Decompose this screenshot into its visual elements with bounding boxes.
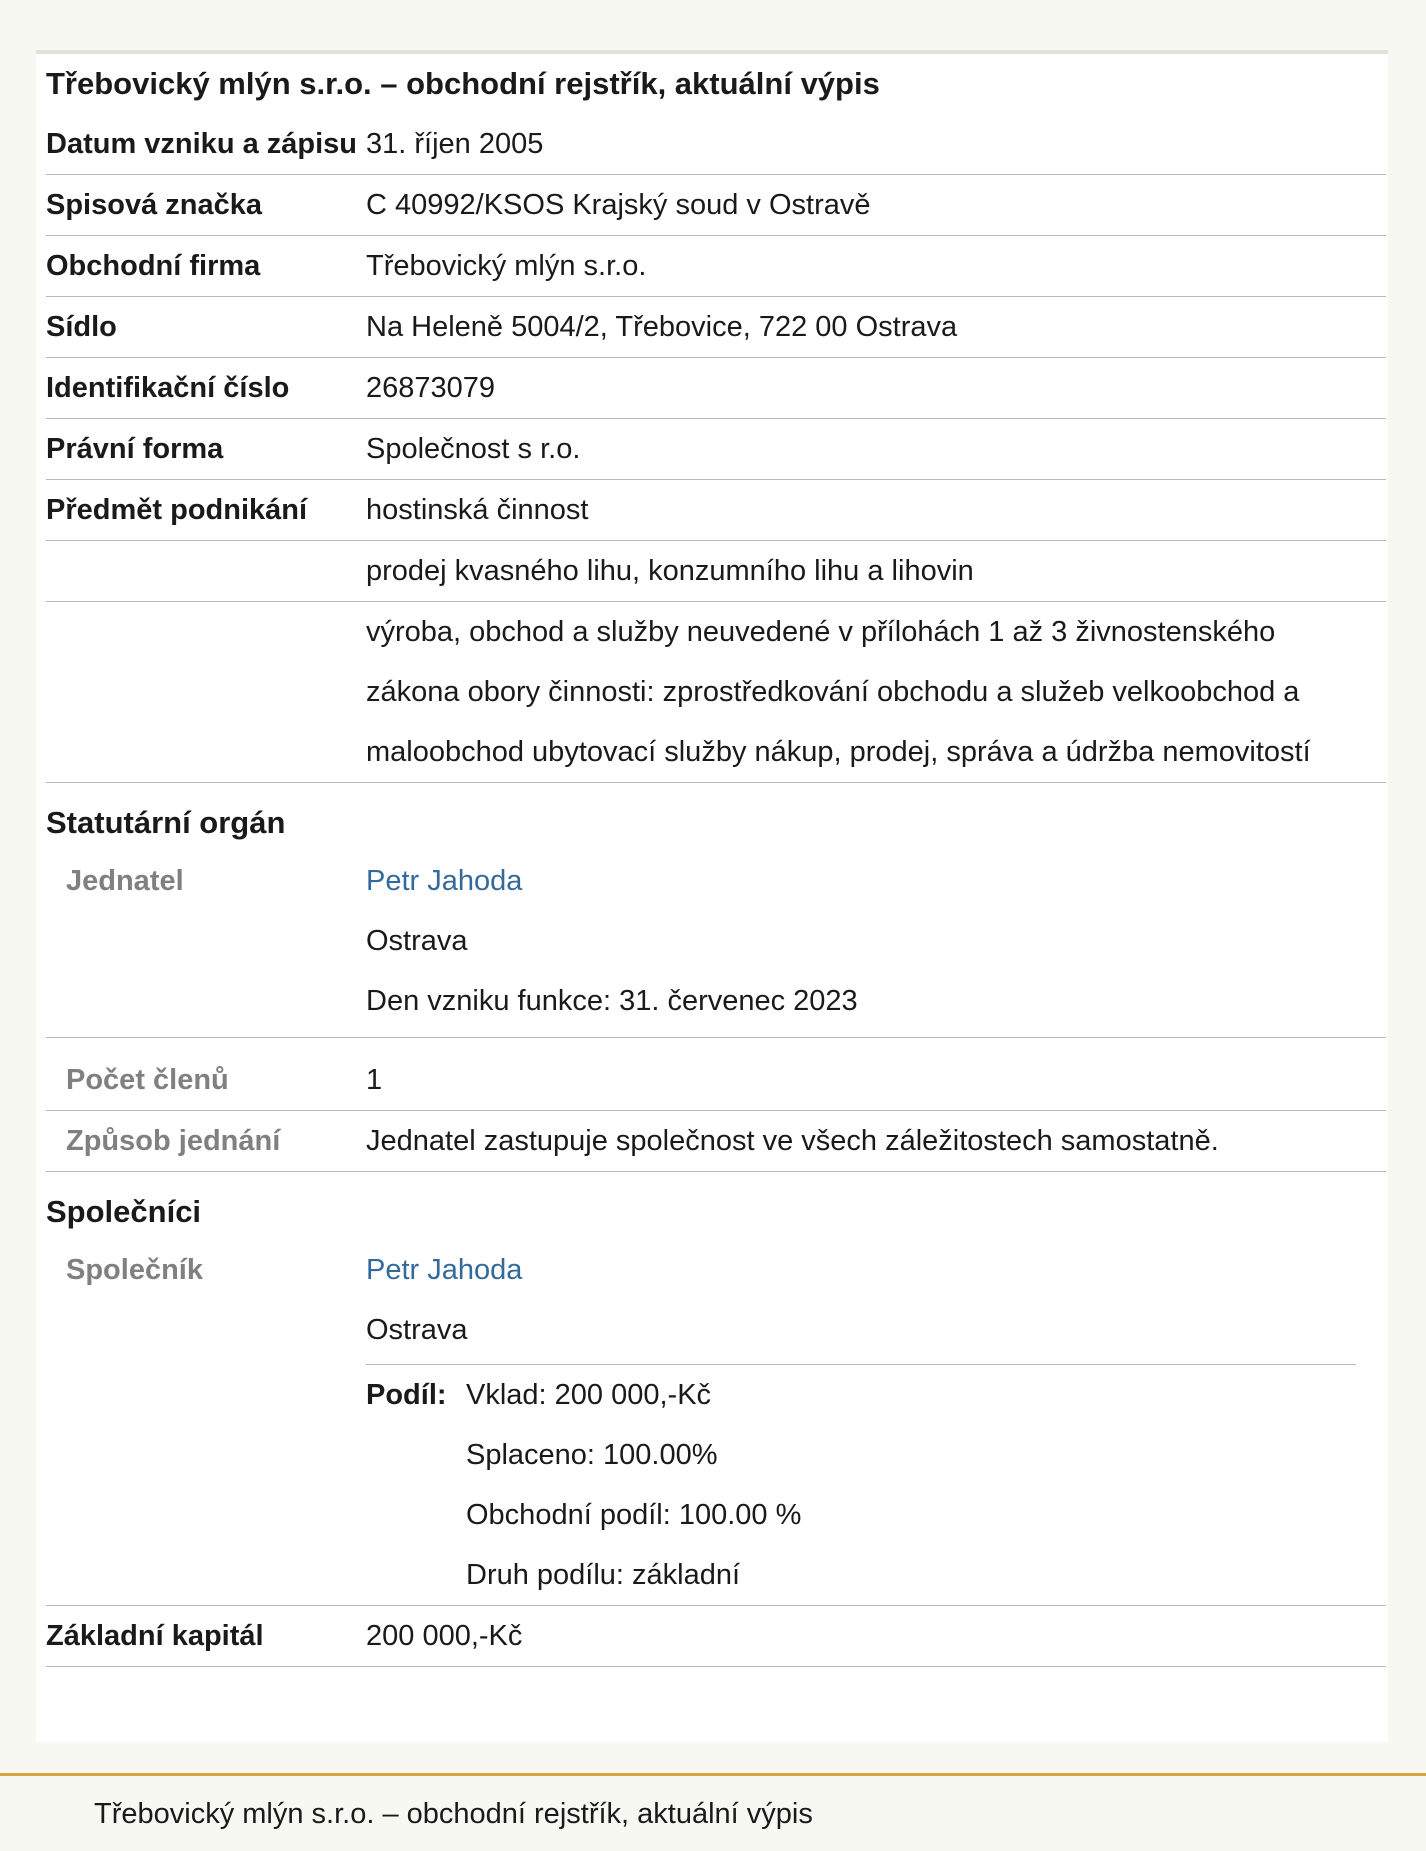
label-empty [46,602,366,782]
label-spisova-znacka: Spisová značka [46,189,262,221]
value-datum-vzniku: 31. říjen 2005 [366,128,544,160]
row-identifikacni-cislo [46,358,1386,419]
value-obchodni-firma: Třebovický mlýn s.r.o. [366,250,647,282]
row-zpusob-jednani [46,1111,1386,1172]
share-details [466,1365,801,1605]
label-datum-vzniku-text: Datum vzniku a zápisu [46,128,358,160]
value-pravni-forma: Společnost s r.o. [366,433,581,465]
share-block [366,1365,1386,1605]
share-obchodni-podil: Obchodní podíl: 100.00 % [466,1499,802,1531]
register-table [46,54,1386,1667]
label-identifikacni-cislo: Identifikační číslo [46,372,290,404]
row-predmet-podnikani-3 [46,602,1386,783]
label-datum-vzniku [46,114,366,174]
value-zakladni-kapital: 200 000,-Kč [366,1620,523,1652]
label-spolecnik: Společník [66,1254,203,1286]
row-predmet-podnikani-2 [46,541,1386,602]
row-jednatel [46,851,1386,1038]
section-heading-statutarni-organ: Statutární orgán [46,805,286,840]
value-predmet-item [366,602,1386,782]
label-obchodni-firma: Obchodní firma [46,250,261,282]
spolecnik-city: Ostrava [366,1314,468,1346]
section-heading-spolecnici: Společníci [46,1194,202,1229]
row-spolecnik [46,1240,1386,1606]
label-pravni-forma: Právní forma [46,433,224,465]
label-jednatel: Jednatel [66,865,184,897]
share-druh: Druh podílu: základní [466,1559,741,1591]
label-zpusob-jednani: Způsob jednání [66,1125,281,1157]
value-spisova-znacka: C 40992/KSOS Krajský soud v Ostravě [366,189,871,221]
value-predmet-item: hostinská činnost [366,494,589,526]
register-extract-card [36,50,1388,1742]
value-predmet-line: zákona obory činnosti: zprostředkování obchodu a služeb velkoobchod a [366,676,1300,708]
page-title: Třebovický mlýn s.r.o. – obchodní rejstřík, aktuální výpis [46,66,880,101]
label-predmet-podnikani: Předmět podnikání [46,494,308,526]
share-vklad: Vklad: 200 000,-Kč [466,1379,712,1411]
row-predmet-podnikani-1 [46,480,1386,541]
row-spisova-znacka [46,175,1386,236]
row-pravni-forma [46,419,1386,480]
jednatel-since: Den vzniku funkce: 31. červenec 2023 [366,985,858,1017]
page-footer [0,1773,1426,1851]
row-obchodni-firma [46,236,1386,297]
jednatel-city: Ostrava [366,925,468,957]
value-sidlo: Na Heleně 5004/2, Třebovice, 722 00 Ostrava [366,311,958,343]
row-datum-vzniku [46,114,1386,175]
share-splaceno: Splaceno: 100.00% [466,1439,718,1471]
value-predmet-line: maloobchod ubytovací služby nákup, prodej, správa a údržba nemovitostí [366,736,1311,768]
value-zpusob-jednani: Jednatel zastupuje společnost ve všech záležitostech samostatně. [366,1125,1219,1157]
label-zakladni-kapital: Základní kapitál [46,1620,264,1652]
value-identifikacni-cislo: 26873079 [366,372,496,404]
share-label: Podíl: [366,1379,447,1411]
value-spolecnik [366,1240,1386,1605]
label-sidlo: Sídlo [46,311,117,343]
footer-title: Třebovický mlýn s.r.o. – obchodní rejstřík, aktuální výpis [94,1798,813,1830]
label-pocet-clenu: Počet členů [66,1064,229,1096]
jednatel-name-link[interactable]: Petr Jahoda [366,865,523,897]
value-pocet-clenu: 1 [366,1064,383,1096]
row-zakladni-kapital [46,1606,1386,1667]
label-empty [46,541,366,601]
row-sidlo [46,297,1386,358]
value-predmet-line: výroba, obchod a služby neuvedené v přílohách 1 až 3 živnostenského [366,616,1276,648]
row-pocet-clenu [46,1038,1386,1111]
value-predmet-item: prodej kvasného lihu, konzumního lihu a lihovin [366,555,974,587]
value-jednatel [366,851,1386,1031]
spolecnik-name-link[interactable]: Petr Jahoda [366,1254,523,1286]
